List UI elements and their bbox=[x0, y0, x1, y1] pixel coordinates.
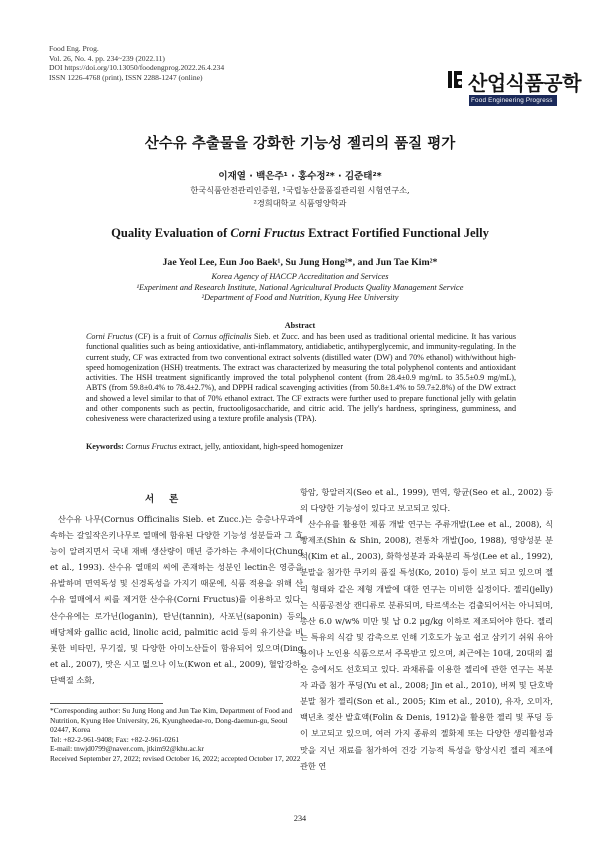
title-part: Extract Fortified Functional Jelly bbox=[304, 226, 489, 240]
korean-affiliation-line: ²경희대학교 식품영양학과 bbox=[253, 197, 347, 208]
keywords-label: Keywords: bbox=[86, 442, 124, 451]
keywords-rest: extract, jelly, antioxidant, high-speed homogenizer bbox=[176, 442, 344, 451]
journal-doi: DOI https://doi.org/10.13050/foodengprog.2022.26.4.234 bbox=[49, 63, 225, 73]
footnote-rule bbox=[50, 703, 163, 704]
journal-name: Food Eng. Prog. bbox=[49, 44, 99, 53]
english-authors: Jae Yeol Lee, Eun Joo Baek¹, Su Jung Hong²*, and Jun Tae Kim²* bbox=[162, 257, 438, 268]
korean-affiliations bbox=[0, 184, 600, 209]
journal-logo bbox=[446, 68, 581, 108]
english-affiliations bbox=[0, 272, 600, 304]
body-paragraph: 산수유 나무(Cornus Officinalis Sieb. et Zucc.)는 층층나무과에 속하는 갈잎작은키나무로 열매에 함유된 다양한 기능성 성분들과 그 효능이 알려지면서 국내 재배 생산량이 매년 증가하는 추세이다(Chung et al., 1993). 산수유 열매의 씨에 존재하는 성분인 lectin은 영증을 유발하며 면역독성 및 신경독성을 가지기 때문에, 식품 적용을 위해 산수유 열매에서 씨를 제거한 산수유(Corni Fructus)를 이용하고 있다. 산수유에는 로가닌(loganin), 탄닌(tannin), 사포닌(saponin) 등의 배당체와 gallic acid, linolic acid, palmitic acid 등의 유기산을 비롯한 비타민, 무기질, 및 다양한 아미노산들이 함유되어 있으며(Ding et al., 2007), 맛은 시고 떫으나 이뇨(Kwon et al., 2009), 혈압강하, 단백질 소화, bbox=[50, 514, 303, 685]
body-column-right bbox=[300, 484, 553, 774]
section-heading: 서론 bbox=[145, 494, 194, 505]
english-affiliation-line: Korea Agency of HACCP Accreditation and Services bbox=[211, 272, 389, 281]
body-column-left bbox=[50, 511, 303, 688]
logo-subtitle: Food Engineering Progress bbox=[471, 97, 553, 104]
footnote-line: Tel: +82-2-961-9408; Fax: +82-2-961-0261 bbox=[50, 734, 180, 744]
abstract-part: (CF) is a fruit of bbox=[132, 332, 193, 341]
english-affiliation-line: ¹Experiment and Research Institute, National Agricultural Products Quality Management Service bbox=[136, 282, 464, 292]
english-affiliation-line: ²Department of Food and Nutrition, Kyung Hee University bbox=[201, 293, 399, 303]
logo-mark-icon bbox=[446, 68, 466, 90]
korean-title: 산수유 추출물을 강화한 기능성 젤리의 품질 평가 bbox=[144, 136, 456, 152]
page-number: 234 bbox=[293, 814, 307, 823]
body-paragraph: 항암, 항알러지(Seo et al., 1999), 면역, 항균(Seo et al., 2002) 등의 다양한 기능성이 있다고 보고되고 있다. bbox=[300, 487, 553, 514]
body-paragraph: 산수유를 활용한 제품 개발 연구는 주류개발(Lee et al., 2008), 식빵제조(Shin & Shin, 2008), 전통차 개발(Joo, 1988), 영양성분 분석(Kim et al., 2003), 화학성분과 과육분리 특성(Lee et al., 1992), 분말을 첨가한 쿠키의 품질 특성(Ko, 2010) 등이 보고 되고 있으며 젤리 형태와 같은 제형 개발에 대한 연구는 미비한 실정이다. 젤리(jelly)는 식품공전상 캔디류로 분류되며, 타르색소는 검출되어서는 아니되며, 총산 6.0 w/w% 미만 및 납 0.2 μg/kg 이하로 제조되어야 한다. 젤리는 특유의 식감 및 감촉으로 인해 기호도가 높고 쉽고 삼키기 쉬워 유아용이나 노인용 식품으로서 주목받고 있으며, 최근에는 10대, 20대의 젊은 층에서도 선호되고 있다. 과채류를 이용한 젤리에 관한 연구는 복분자 과즙 첨가 푸딩(Yu et al., 2008; Jin et al., 2010), 버찌 및 단호박 분말 첨가 젤리(Son et al., 2005; Kim et al., 2010), 유자, 오미자, 백년초 젖산 발효액(Folin & Denis, 1912)을 활용한 젤리 및 푸딩 등이 보고되고 있으며, 여러 가지 종류의 젤화제 또는 다양한 생리활성과 맛을 지닌 재료를 첨가하여 건강 기능적 특성을 향상시킨 젤리 제조에 관한 연 bbox=[300, 519, 553, 771]
korean-affiliation-line: 한국식품안전관리인증원, ¹국립농산물품질관리원 시험연구소, bbox=[190, 185, 410, 195]
abstract-text bbox=[86, 332, 516, 424]
abstract-italic: Corni Fructus bbox=[86, 332, 133, 341]
english-title bbox=[0, 226, 600, 241]
footnote-line: E-mail: tnwjd0799@naver.com, jtkim92@khu.ac.kr bbox=[50, 744, 205, 754]
korean-authors: 이재열 · 백은주¹ · 홍수정²* · 김준태²* bbox=[218, 171, 382, 182]
footnote bbox=[50, 706, 303, 764]
title-italic: Corni Fructus bbox=[230, 226, 305, 240]
keywords-italic: Cornus Fructus bbox=[125, 442, 177, 451]
abstract-italic: Cornus officinalis bbox=[192, 332, 252, 341]
logo-title: 산업식품공학 bbox=[468, 71, 581, 95]
footnote-line: Received September 27, 2022; revised October 16, 2022; accepted October 17, 2022 bbox=[50, 753, 301, 763]
keywords bbox=[86, 442, 516, 451]
title-part: Quality Evaluation of bbox=[111, 226, 231, 240]
journal-issn: ISSN 1226-4768 (print), ISSN 2288-1247 (online) bbox=[49, 72, 203, 82]
abstract-heading: Abstract bbox=[284, 321, 316, 330]
journal-volume: Vol. 26, No. 4. pp. 234~239 (2022.11) bbox=[49, 53, 165, 63]
footnote-line: *Corresponding author: Su Jung Hong and Jun Tae Kim, Department of Food and Nutrition, Kyung Hee University, 26, Kyungheedae-ro, Dong-daemun-gu, Seoul 02447, Korea bbox=[50, 706, 293, 735]
journal-info bbox=[49, 44, 224, 82]
abstract-body: Sieb. et Zucc. and has been used as traditional oriental medicine. It has various functional qualities such as being antioxidative, anti-inflammatory, antidiabetic, antihyperglycemic, and immunity-regulating. In the current study, CF was extracted from two conventional extract solvents (distilled water (DW) and 70% ethanol) with/without high-speed homogenization (HSH) treatments. The extract was characterized by measuring the total polyphenol contents and antioxidant activities. The HSH treatment significantly improved the total polyphenol content (from 28.4±0.9 mg/mL to 35.5±0.9 mg/mL), ABTS (from 59.8±0.4% to 78.4±2.7%), and DPPH radical scavenging activities (from 50.8±1.4% to 59.7±2.8%) of the DW extract and showed a level similar to that of 70% ethanol extract. The CF extracts were further used to prepare functional jelly with gelatin and other components such as pectin, fructooligosaccharide, and citric acid. The jelly's hardness, springiness, gumminess, and cohesiveness were characterized using a texture profile analysis (TPA). bbox=[86, 332, 516, 423]
